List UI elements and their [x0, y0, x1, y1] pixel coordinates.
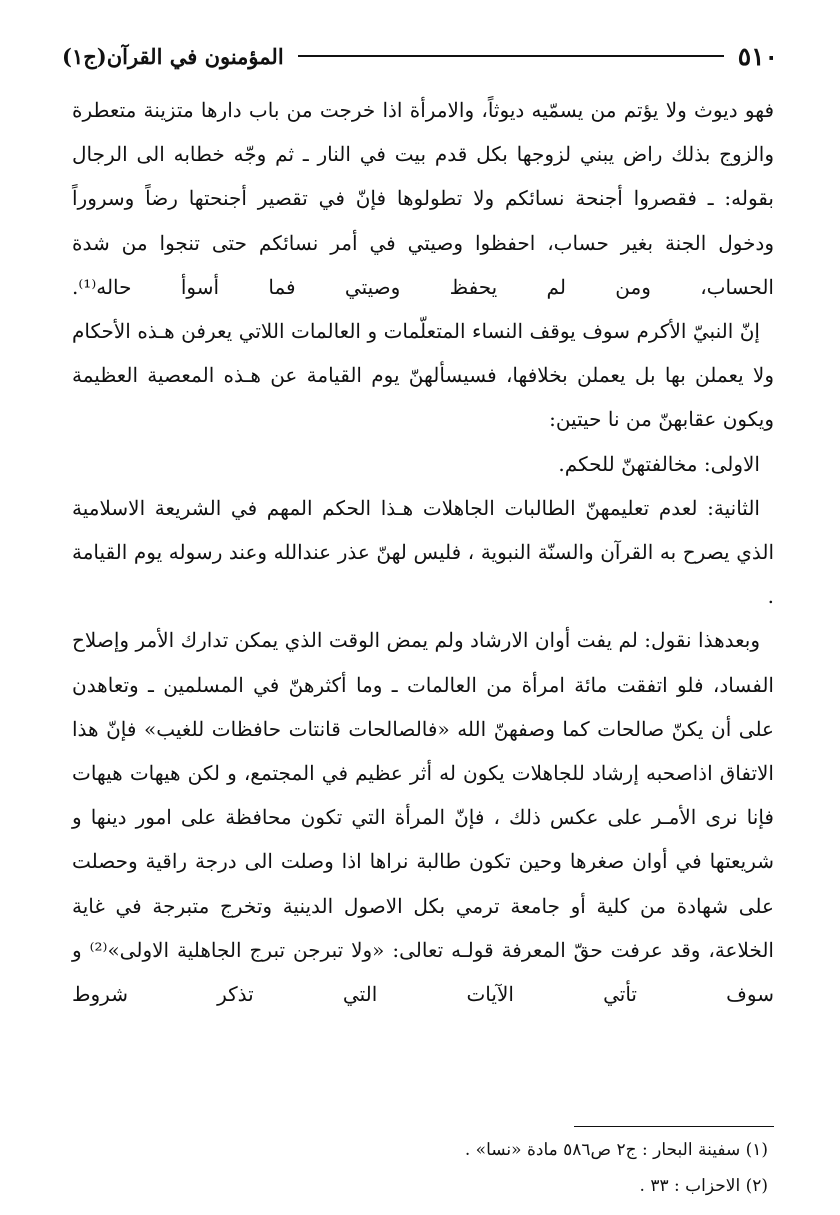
footnote-2: (٢) الاحزاب : ٣٣ . — [639, 1176, 768, 1196]
paragraph-5: وبعدهذا نقول: لم يفت أوان الارشاد ولم يمض الوقت الذي يمكن تدارك الأمر وإصلاح الفساد، فلو اتفقت مائة امرأة من العالمات ـ وما أكثرهنّ في المسلمين ـ وتعاهدن على أن يكنّ صالحات كما وصفهنّ الله «فالصالحات قانتات حافظات للغيب» فإنّ هذا الاتفاق اذاصحبه إرشاد للجاهلات يكون له أثر عظيم في المجتمع، و لكن هيهات هيهات فإنا نرى الأمـر على عكس ذلك ، فإنّ المرأة التي تكون محافظة على امور دينها و شريعتها في أوان صغرها وحين تكون طالبة نراها اذا وصلت الى درجة راقية وحصلت على شهادة من كلية أو جامعة ترمي بكل الاصول الدينية وتخرج متبرجة في غاية الخلاعة، وقد عرفت حقّ المعرفة قولـه تعالى: «ولا تبرجن تبرج الجاهلية الاولى»⁽²⁾ و سوف تأتي الآيات التي تذكر شروط — [72, 628, 774, 1007]
footnote-separator — [574, 1126, 774, 1127]
page-number: ٥١٠ — [737, 41, 778, 71]
body-text — [72, 88, 774, 1016]
footnote-1: (١) سفينة البحار : ج٢ ص٥٨٦ مادة «نسا» . — [464, 1140, 768, 1160]
page-header — [62, 36, 778, 76]
header-rule — [298, 55, 724, 57]
footnotes — [72, 1132, 768, 1204]
running-title: المؤمنون في القرآن(ج١) — [62, 43, 284, 69]
paragraph-1: فهو ديوث ولا يؤتم من يسمّيه ديوثاً، والامرأة اذا خرجت من باب دارها متزينة متعطرة والزوج بذلك راض يبني لزوجها بكل قدم بيت في النار ـ ثم وجّه خطابه الى الرجال بقوله: ـ فقصروا أجنحة نسائكم ولا تطولوها فإنّ في تقصير أجنحتها رضاً وسروراً ودخول الجنة بغير حساب، احفظوا وصيتي في أمر نسائكم حتى تنجوا من شدة الحساب، ومن لم يحفظ وصيتي فما أسوأ حاله⁽¹⁾. — [72, 98, 774, 299]
paragraph-3: الاولى: مخالفتهنّ للحكم. — [558, 451, 760, 476]
paragraph-2: إنّ النبيّ الأكرم سوف يوقف النساء المتعلّمات و العالمات اللاتي يعرفن هـذه الأحكام ولا يعملن بها بل يعملن بخلافها، فسيسألهنّ يوم القيامة عن هـذه المعصية العظيمة ويكون عقابهنّ من نا حيتين: — [72, 319, 774, 432]
paragraph-4: الثانية: لعدم تعليمهنّ الطالبات الجاهلات هـذا الحكم المهم في الشريعة الاسلامية الذي يصرح به القرآن والسنّة النبوية ، فليس لهنّ عذر عندالله وعند رسوله يوم القيامة . — [72, 495, 774, 609]
